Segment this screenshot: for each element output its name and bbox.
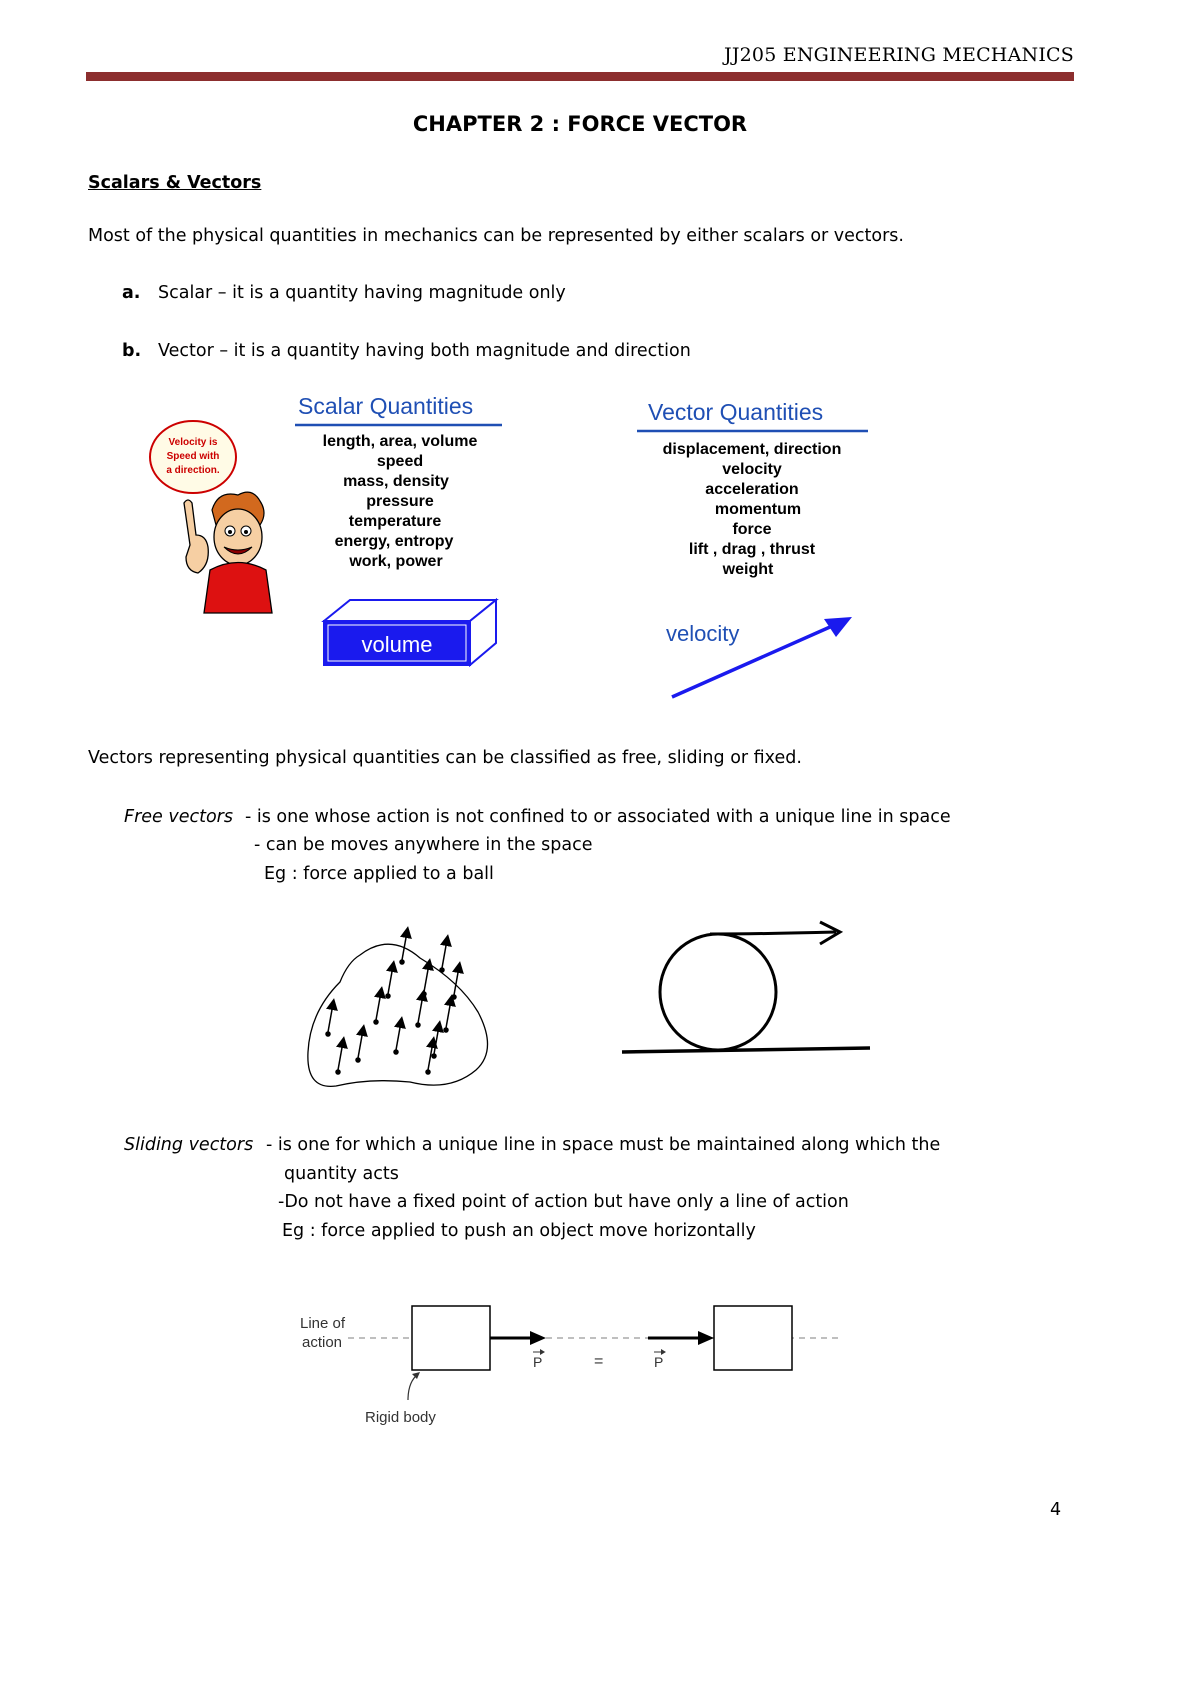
rigid-body-with-arrows-illustration	[308, 932, 488, 1086]
intro-paragraph: Most of the physical quantities in mechanics can be represented by either scalars or vectors.	[88, 226, 904, 246]
rigid-body-left	[412, 1306, 490, 1370]
speech-bubble-line-1: Velocity is	[168, 437, 218, 448]
line-of-action-label-1: Line of	[300, 1315, 346, 1332]
quantities-figure	[140, 395, 880, 705]
velocity-arrow-illustration	[666, 617, 852, 697]
vector-item: displacement, direction	[662, 441, 842, 458]
speech-bubble-line-3: a direction.	[166, 465, 220, 476]
page-number: 4	[1050, 1500, 1062, 1520]
scalar-item: mass, density	[343, 473, 449, 490]
sliding-vectors-term: Sliding vectors	[124, 1135, 254, 1155]
vector-p-left-label: P	[533, 1354, 543, 1370]
scalar-item: energy, entropy	[334, 533, 454, 550]
section-heading: Scalars & Vectors	[88, 173, 262, 193]
vector-item: velocity	[722, 461, 782, 478]
scalar-quantities-panel	[295, 395, 502, 570]
scalar-item: speed	[376, 453, 424, 470]
cartoon-man-illustration	[150, 421, 272, 613]
line-of-action-figure	[290, 1300, 850, 1440]
sliding-vectors-line-3: -Do not have a fixed point of action but have only a line of action	[278, 1192, 849, 1212]
sliding-vectors-line-1: - is one for which a unique line in space must be maintained along which the	[266, 1135, 941, 1155]
free-vectors-figure	[300, 920, 880, 1095]
list-marker-b: b.	[122, 341, 142, 361]
vector-item: momentum	[714, 501, 802, 518]
document-header-title: JJ205 ENGINEERING MECHANICS	[724, 44, 1074, 66]
vector-p-left	[533, 1349, 545, 1370]
free-vectors-term: Free vectors	[124, 807, 233, 827]
scalar-item: length, area, volume	[322, 433, 478, 450]
free-vectors-line-1: - is one whose action is not confined to or associated with a unique line in space	[245, 807, 951, 827]
vector-quantities-title: Vector Quantities	[648, 399, 824, 425]
chapter-title: CHAPTER 2 : FORCE VECTOR	[412, 112, 748, 136]
sliding-vectors-example: Eg : force applied to push an object move horizontally	[282, 1221, 756, 1241]
vector-item: lift , drag , thrust	[688, 541, 816, 558]
speech-bubble-line-2: Speed with	[166, 451, 220, 462]
header-divider	[86, 72, 1074, 81]
vector-definition: Vector – it is a quantity having both magnitude and direction	[158, 341, 691, 361]
vector-quantities-panel	[637, 399, 868, 578]
vector-item: weight	[722, 561, 774, 578]
rigid-body-label: Rigid body	[365, 1409, 436, 1426]
scalar-item: temperature	[348, 513, 442, 530]
scalar-quantities-title: Scalar Quantities	[298, 395, 474, 419]
volume-box-label: volume	[361, 632, 433, 657]
vector-item: force	[732, 521, 772, 538]
vector-p-right	[654, 1349, 666, 1370]
force-arrow-right	[648, 1331, 714, 1345]
sliding-vectors-line-2: quantity acts	[284, 1164, 399, 1184]
equals-sign: =	[594, 1353, 604, 1370]
volume-box-illustration	[324, 600, 496, 665]
free-vectors-example: Eg : force applied to a ball	[264, 864, 494, 884]
list-marker-a: a.	[122, 283, 141, 303]
ball-force-illustration	[622, 922, 870, 1052]
rigid-body-right	[714, 1306, 792, 1370]
scalar-item: pressure	[366, 493, 434, 510]
line-of-action-label-2: action	[302, 1334, 343, 1351]
free-vectors-line-2: - can be moves anywhere in the space	[254, 835, 593, 855]
vector-item: acceleration	[705, 481, 799, 498]
velocity-arrow-label: velocity	[666, 621, 740, 646]
scalar-item: work, power	[349, 553, 443, 570]
vector-p-right-label: P	[654, 1354, 664, 1370]
classification-paragraph: Vectors representing physical quantities can be classified as free, sliding or fixed.	[88, 748, 802, 768]
scalar-definition: Scalar – it is a quantity having magnitude only	[158, 283, 566, 303]
force-arrow-left	[490, 1331, 546, 1345]
